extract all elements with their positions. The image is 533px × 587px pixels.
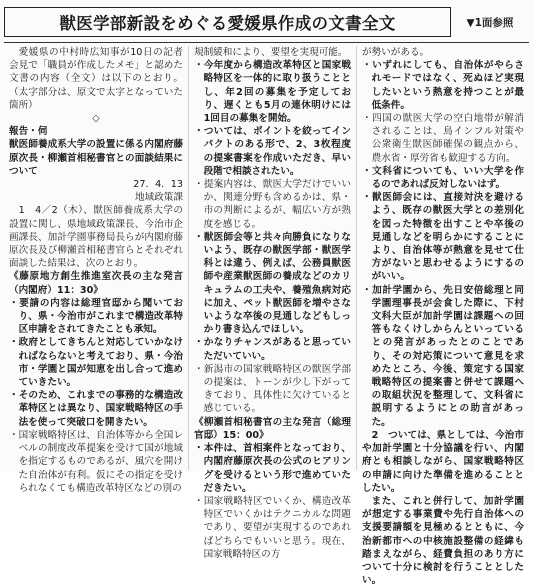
article-paragraph: ・いずれにしても、自治体がやらされモードではなく、死ぬほど実現したいという熱意を持つことが最低条件。 bbox=[362, 60, 524, 111]
article-paragraph: 地域政策課 bbox=[135, 192, 183, 204]
article-paragraph: が勢いがある。 bbox=[362, 47, 430, 58]
article-paragraph: ・国家戦略特区は、自治体等から全国レベルの制度改革提案を受けて国が地域を指定するものであるが、風穴を開けた自治体が有利。仮にその指定を受けられなくても構造改革特区などの別の bbox=[9, 429, 183, 494]
article-header bbox=[4, 4, 529, 40]
article-paragraph: ・提案内容は、獣医大学だけでいいか、関連分野も含めるかは、県・市の判断によるが、幅広い方が熟度を感じる。 bbox=[194, 179, 351, 230]
article-paragraph: ・新潟市の国家戦略特区の獣医学部の提案は、トーンが少し下がってきており、具体性に欠けていると感じている。 bbox=[194, 363, 351, 415]
header-divider bbox=[4, 42, 529, 43]
article-paragraph: 《藤原地方創生推進室次長の主な発言（内閣府）11：30》 bbox=[9, 271, 183, 296]
article-paragraph: 規制緩和により、要望を実現可能。 bbox=[194, 47, 348, 58]
article-paragraph: 2 ついては、県としては、今治市や加計学園と十分協議を行い、内閣府とも相談しながら、国家戦略特区の申請に向けた準備を進めることとしたい。 bbox=[362, 429, 524, 494]
article-paragraph: ・ついては、ポイントを絞ってインパクトのある形で、2、3枚程度の提案書案を作成いただき、早い段階で相談されたい。 bbox=[194, 126, 351, 177]
article-paragraph: ・加計学園から、先日安倍総理と同学園理事長が会食した際に、下村文科大臣が加計学園は課題への回答もなくけしからんといっているとの発言があったとのことであり、その対応策について意見を求めたところ、今後、策定する国家戦略特区の提案書と併せて課題への取組状況を整理して、文科省に説明するようにとの助言があった。 bbox=[362, 284, 524, 428]
page-reference: ▼1面参照 bbox=[466, 16, 514, 29]
article-body bbox=[4, 46, 529, 587]
article-paragraph: ・獣医師会には、直接対決を避けるよう、既存の獣医大学との差別化を図った特徴を出すことや卒後の見通しなどを明らかにすることにより、自治体等が熱意を見せて仕方がないと思わせるようにするのがいい。 bbox=[362, 192, 524, 283]
article-column-1 bbox=[4, 46, 188, 494]
article-paragraph: ・四国の獣医大学の空白地帯が解消されることは、鳥インフル対策や公衆衛生獣医師確保の観点から、農水省・厚労省も歓迎する方向。 bbox=[362, 113, 524, 164]
article-paragraph: 愛媛県の中村時広知事が10日の記者会見で「職員が作成したメモ」と認めた文書の内容（全文）は以下のとおり。（太字部分は、原文で太字となっていた箇所） bbox=[9, 47, 183, 111]
article-paragraph: ・今年度から構造改革特区と国家戦略特区を一体的に取り扱うこととし、年2回の募集を予定しており、遅くとも5月の連休明けには1回目の募集を開始。 bbox=[194, 60, 351, 125]
article-paragraph: 27．4．13 bbox=[133, 179, 183, 191]
article-paragraph: 1 4／2（木）、獣医師養成系大学の設置に関し、県地域政策課長、今治市企画課長、加計学園事務局長らが内閣府藤原次長及び柳瀬首相秘書官らとそれぞれ面談した結果は、次のとおり。 bbox=[9, 205, 183, 270]
article-paragraph: ・獣医師会等と共々向勝負になりないよう、既存の獣医学部・獣医学科とは違う、例えば、公務員獣医師や産業獣医師の養成などのカリキュラムの工夫や、養殖魚病対応に加え、ペット獣医師を増やさないような卒後の見通しなどもしっかり書き込んでほしい。 bbox=[194, 231, 351, 336]
article-paragraph: ・かなりチャンスがあると思っていただいていい。 bbox=[194, 337, 351, 362]
article-paragraph: ・国家戦略特区でいくか、構造改革特区でいくかはテクニカルな問題であり、要望が実現するのであればどちらでもいいと思う。現在、国家戦略特区の方 bbox=[194, 495, 351, 560]
article-paragraph: ◇ bbox=[92, 113, 100, 125]
article-paragraph: ・そのため、これまでの事務的な構造改革特区とは異なり、国家戦略特区の手法を使って突破口を開きたい。 bbox=[9, 390, 183, 428]
article-paragraph: ・本件は、首相案件となっており、内閣府藤原次長の公式のヒアリングを受けるという形で進めていただきたい。 bbox=[194, 443, 351, 494]
article-column-2 bbox=[188, 46, 356, 560]
article-paragraph: 獣医師養成系大学の設置に係る内閣府藤原次長・柳瀬首相秘書官との面談結果について bbox=[9, 139, 183, 177]
article-paragraph: ・要請の内容は総理官邸から聞いており、県・今治市がこれまで構造改革特区申請をされてきたことも承知。 bbox=[9, 297, 183, 336]
article-paragraph: ・政府としてきちんと対応していかなければならないと考えており、県・今治市・学園と国が知恵を出し合って進めていきたい。 bbox=[9, 337, 183, 389]
article-paragraph: 《柳瀬首相秘書官の主な発言（総理官邸）15：00》 bbox=[194, 416, 351, 441]
article-column-3 bbox=[356, 46, 529, 587]
article-paragraph: また、これと併行して、加計学園が想定する事業費や先行自治体への支援要請額を見極めるとともに、今治新都市への中核施設整備の経緯も踏まえながら、経費負担のあり方について十分に検討を行うこととしたい。 bbox=[362, 495, 524, 587]
article-paragraph: ・文科省についても、いい大学を作るのであれば反対しないはず。 bbox=[362, 165, 524, 191]
article-paragraph: 報告・伺 bbox=[9, 126, 48, 138]
article-headline: 獣医学部新設をめぐる愛媛県作成の文書全文 bbox=[4, 7, 451, 37]
